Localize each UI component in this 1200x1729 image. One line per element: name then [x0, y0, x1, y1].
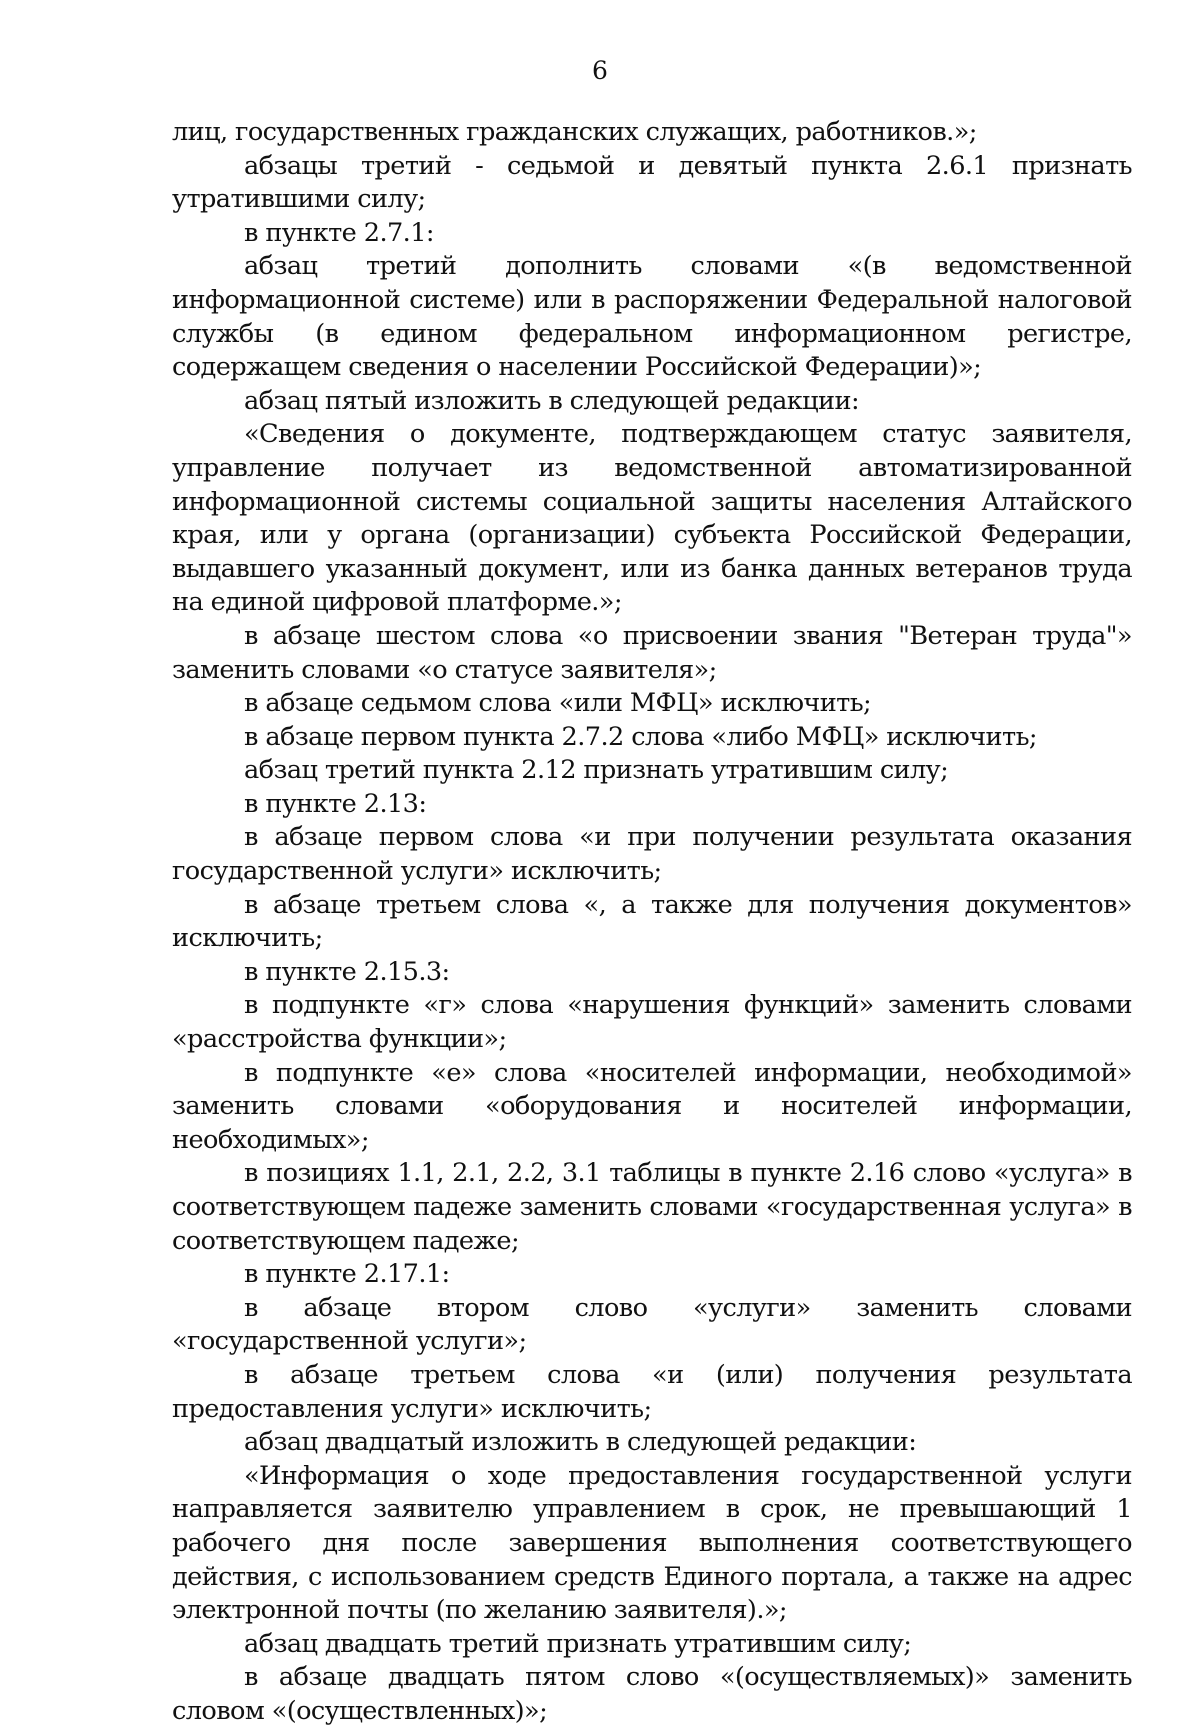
document-body — [172, 116, 1132, 1729]
paragraph: в абзаце седьмом слова «или МФЦ» исключить; — [244, 688, 872, 719]
paragraph: в подпункте «е» слова «носителей информации, необходимой» заменить словами «оборудования и носителей информации, необходимых»; — [172, 1057, 1132, 1155]
paragraph: абзац третий дополнить словами «(в ведомственной информационной системе) или в распоряжении Федеральной налоговой службы (в едином федеральном информационном регистре, содержащем сведения о населении Российской Федерации)»; — [172, 251, 1132, 383]
page-number: 6 — [592, 56, 608, 85]
paragraph: в абзаце двадцать пятом слово «(осуществляемых)» заменить словом «(осуществленных)»; — [172, 1662, 1132, 1726]
paragraph: абзац пятый изложить в следующей редакции: — [244, 385, 859, 416]
paragraph: в абзаце втором слово «услуги» заменить словами «государственной услуги»; — [172, 1292, 1132, 1357]
paragraph: абзацы третий - седьмой и девятый пункта 2.6.1 признать утратившими силу; — [172, 150, 1132, 215]
paragraph: «Сведения о документе, подтверждающем статус заявителя, управление получает из ведомственной автоматизированной информационной системы социальной защиты населения Алтайского края, или у органа (организации) субъекта Российской Федерации, выдавшего указанный документ, или из банка данных ветеранов труда на единой цифровой платформе.»; — [172, 419, 1132, 618]
paragraph: в абзаце третьем слова «и (или) получения результата предоставления услуги» исключить; — [172, 1359, 1132, 1424]
paragraph: в абзаце шестом слова «о присвоении звания "Ветеран труда"» заменить словами «о статусе заявителя»; — [172, 620, 1132, 685]
paragraph: абзац третий пункта 2.12 признать утратившим силу; — [244, 755, 949, 786]
paragraph: в абзаце третьем слова «, а также для получения документов» исключить; — [172, 889, 1132, 954]
paragraph: абзац двадцатый изложить в следующей редакции: — [244, 1427, 917, 1458]
paragraph: в абзаце первом слова «и при получении результата оказания государственной услуги» исключить; — [172, 822, 1132, 887]
paragraph: в абзаце первом пункта 2.7.2 слова «либо МФЦ» исключить; — [244, 721, 1037, 752]
paragraph: в пункте 2.13: — [244, 788, 427, 819]
paragraph: абзац двадцать третий признать утратившим силу; — [244, 1628, 912, 1659]
paragraph: в подпункте «г» слова «нарушения функций» заменить словами «расстройства функции»; — [172, 990, 1132, 1055]
paragraph: в пункте 2.17.1: — [244, 1259, 450, 1290]
paragraph: в позициях 1.1, 2.1, 2.2, 3.1 таблицы в пункте 2.16 слово «услуга» в соответствующем падеже заменить словами «государственная услуга» в соответствующем падеже; — [172, 1158, 1132, 1256]
paragraph: лиц, государственных гражданских служащих, работников.»; — [172, 117, 977, 147]
paragraph: в пункте 2.7.1: — [244, 217, 434, 248]
paragraph: «Информация о ходе предоставления государственной услуги направляется заявителю управлением в срок, не превышающий 1 рабочего дня после завершения выполнения соответствующего действия, с использованием средств Единого портала, а также на адрес электронной почты (по желанию заявителя).»; — [172, 1460, 1132, 1626]
paragraph: в пункте 2.15.3: — [244, 956, 450, 987]
